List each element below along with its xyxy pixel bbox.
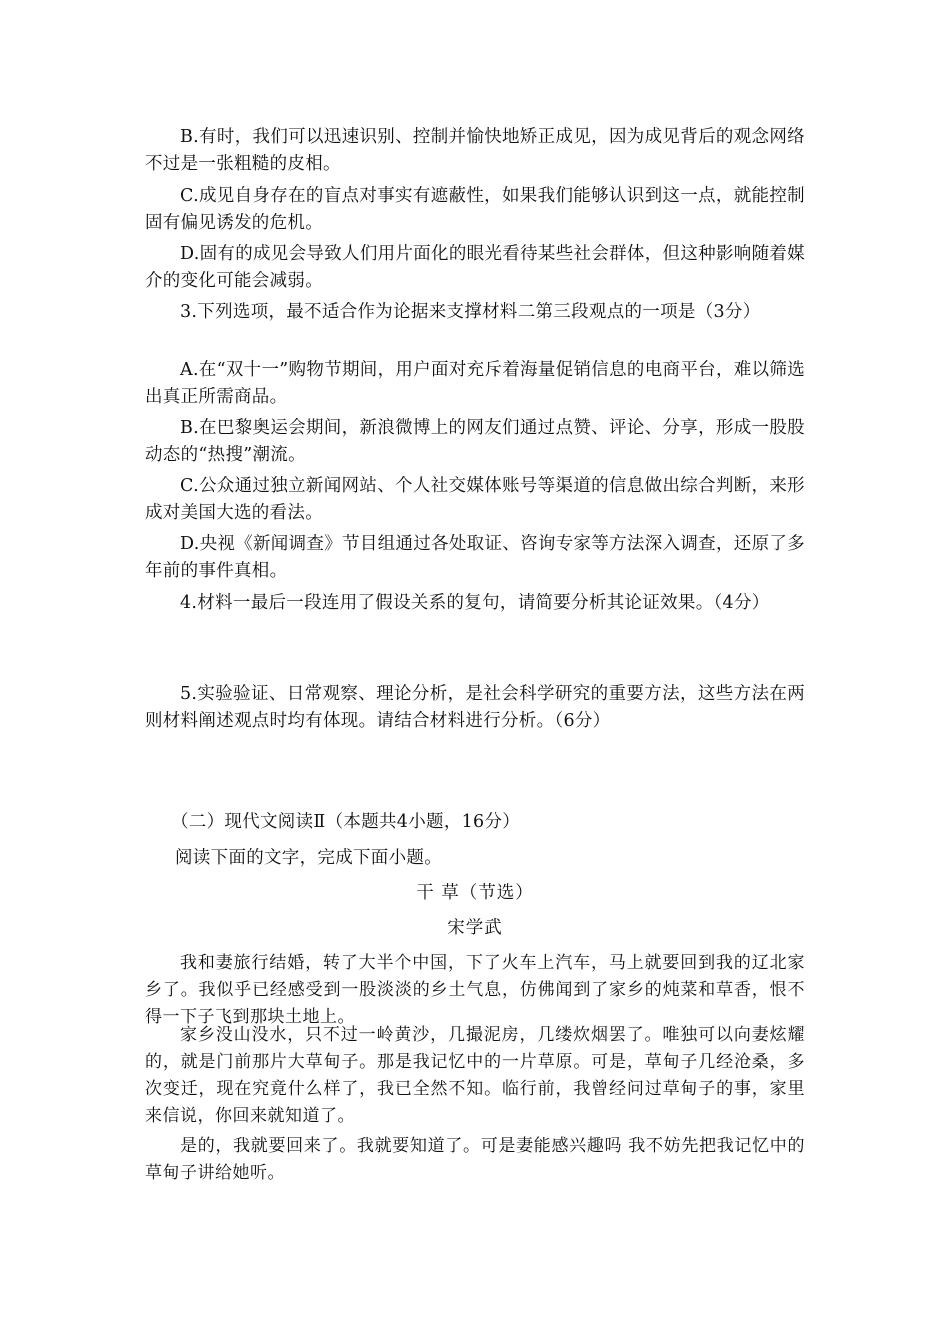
section-2-instruction: 阅读下面的文字，完成下面小题。 xyxy=(175,848,442,868)
q3-option-a: A.在“双十一”购物节期间，用户面对充斥着海量促销信息的电商平台，难以筛选出真正所需商品。 xyxy=(145,360,805,407)
section-2-heading: （二）现代文阅读Ⅱ（本题共4小题，16分） xyxy=(171,812,521,832)
question-5-stem: 5.实验验证、日常观察、理论分析，是社会科学研究的重要方法，这些方法在两则材料阐述观点时均有体现。请结合材料进行分析。（6分） xyxy=(145,684,805,731)
q2-option-c: C.成见自身存在的盲点对事实有遮蔽性，如果我们能够认识到这一点，就能控制固有偏见诱发的危机。 xyxy=(145,186,805,233)
story-title: 干 草（节选） xyxy=(416,883,534,903)
question-3-stem: 3.下列选项，最不适合作为论据来支撑材料二第三段观点的一项是（3分） xyxy=(180,302,761,322)
story-paragraph-1: 我和妻旅行结婚，转了大半个中国，下了火车上汽车，马上就要回到我的辽北家乡了。我似乎已经感受到一股淡淡的乡土气息，仿佛闻到了家乡的炖菜和草香，恨不得一下子飞到那块土地上。 xyxy=(145,953,805,1027)
story-paragraph-2: 家乡没山没水，只不过一岭黄沙，几撮泥房，几缕炊烟罢了。唯独可以向妻炫耀的，就是门前那片大草甸子。那是我记忆中的一片草原。可是，草甸子几经沧桑，多次变迁，现在究竟什么样了，我已全然不知。临行前，我曾经问过草甸子的事，家里来信说，你回来就知道了。 xyxy=(145,1025,805,1126)
q2-option-b: B.有时，我们可以迅速识别、控制并愉快地矫正成见，因为成见背后的观念网络不过是一张粗糙的皮相。 xyxy=(145,127,805,174)
q2-option-d: D.固有的成见会导致人们用片面化的眼光看待某些社会群体，但这种影响随着媒介的变化可能会减弱。 xyxy=(145,244,805,291)
q3-option-d: D.央视《新闻调查》节目组通过各处取证、咨询专家等方法深入调查，还原了多年前的事件真相。 xyxy=(145,534,805,581)
question-4-stem: 4.材料一最后一段连用了假设关系的复句，请简要分析其论证效果。（4分） xyxy=(180,593,770,613)
q3-option-c: C.公众通过独立新闻网站、个人社交媒体账号等渠道的信息做出综合判断，来形成对美国大选的看法。 xyxy=(145,476,805,523)
q3-option-b: B.在巴黎奥运会期间，新浪微博上的网友们通过点赞、评论、分享，形成一股股动态的“热搜”潮流。 xyxy=(145,418,805,465)
story-paragraph-3: 是的，我就要回来了。我就要知道了。可是妻能感兴趣吗 我不妨先把我记忆中的草甸子讲给她听。 xyxy=(145,1136,805,1183)
story-author: 宋学武 xyxy=(447,918,503,938)
